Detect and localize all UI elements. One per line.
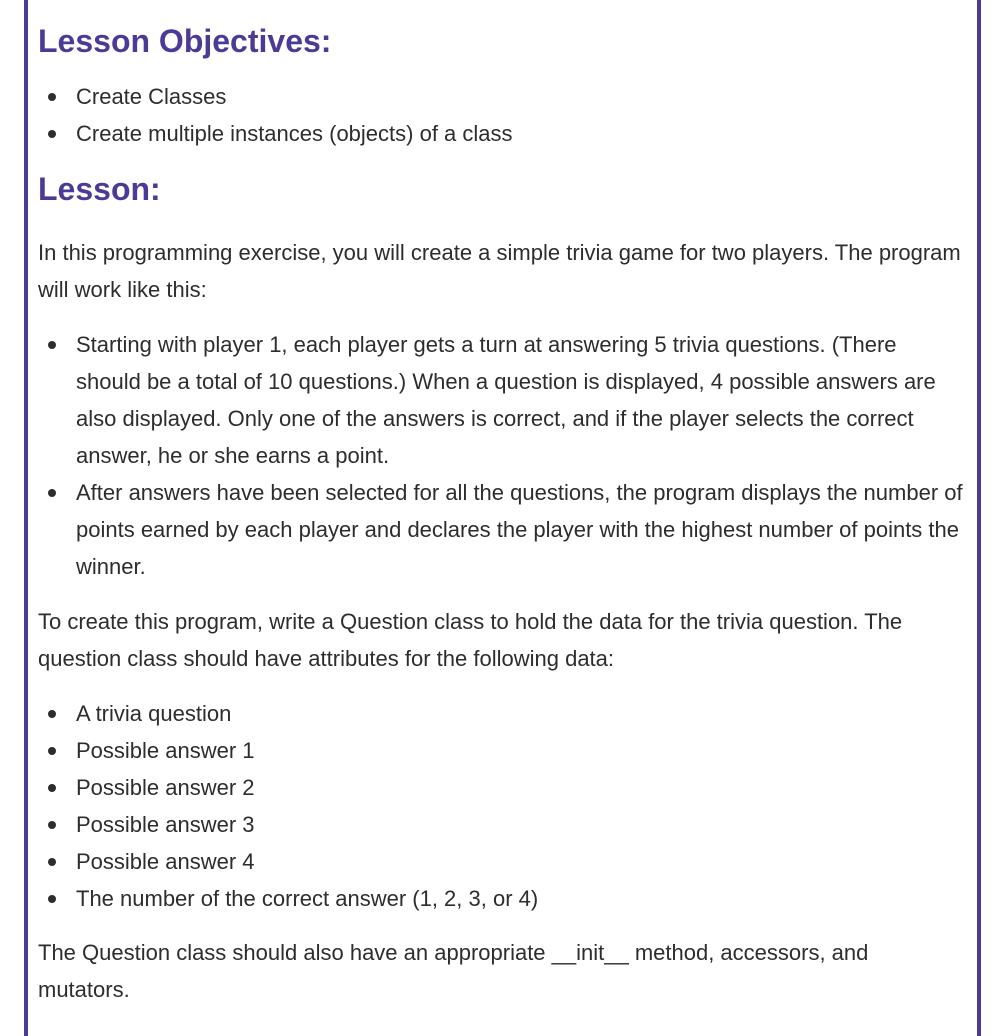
bullet-icon — [48, 895, 56, 903]
list-item — [38, 806, 963, 843]
list-item — [38, 732, 963, 769]
list-item — [38, 769, 963, 806]
objectives-list — [38, 78, 963, 152]
attribute-text: Possible answer 3 — [76, 812, 255, 837]
attribute-text: Possible answer 1 — [76, 738, 255, 763]
steps-list — [38, 326, 963, 585]
objectives-heading: Lesson Objectives: — [38, 23, 332, 59]
list-item — [38, 326, 963, 474]
create-paragraph: To create this program, write a Question class to hold the data for the trivia question. The question class should have attributes for the following data: — [38, 609, 903, 671]
attribute-text: Possible answer 2 — [76, 775, 255, 800]
list-item — [38, 474, 963, 585]
attributes-list — [38, 695, 963, 917]
list-item — [38, 695, 963, 732]
attribute-text: A trivia question — [76, 701, 232, 726]
list-item — [38, 115, 963, 152]
bullet-icon — [48, 784, 56, 792]
bullet-icon — [48, 341, 56, 349]
objective-text: Create multiple instances (objects) of a class — [76, 121, 513, 146]
init-paragraph: The Question class should also have an appropriate __init__ method, accessors, and mutators. — [38, 940, 869, 1002]
lesson-heading: Lesson: — [38, 171, 161, 207]
step-text: Starting with player 1, each player gets a turn at answering 5 trivia questions. (There should be a total of 10 questions.) When a question is displayed, 4 possible answers are also displayed. Only one of the answers is correct, and if the player selects the correct answer, he or she earns a point. — [76, 332, 936, 468]
bullet-icon — [48, 747, 56, 755]
bullet-icon — [48, 858, 56, 866]
bullet-icon — [48, 489, 56, 497]
bullet-icon — [48, 710, 56, 718]
list-item — [38, 78, 963, 115]
bullet-icon — [48, 93, 56, 101]
list-item — [38, 880, 963, 917]
bullet-icon — [48, 130, 56, 138]
list-item — [38, 843, 963, 880]
bullet-icon — [48, 821, 56, 829]
step-text: After answers have been selected for all the questions, the program displays the number of points earned by each player and declares the player with the highest number of points the winner. — [76, 480, 963, 579]
attribute-text: Possible answer 4 — [76, 849, 255, 874]
attribute-text: The number of the correct answer (1, 2, 3, or 4) — [76, 886, 539, 911]
intro-paragraph: In this programming exercise, you will create a simple trivia game for two players. The program will work like this: — [38, 240, 961, 302]
objective-text: Create Classes — [76, 84, 227, 109]
